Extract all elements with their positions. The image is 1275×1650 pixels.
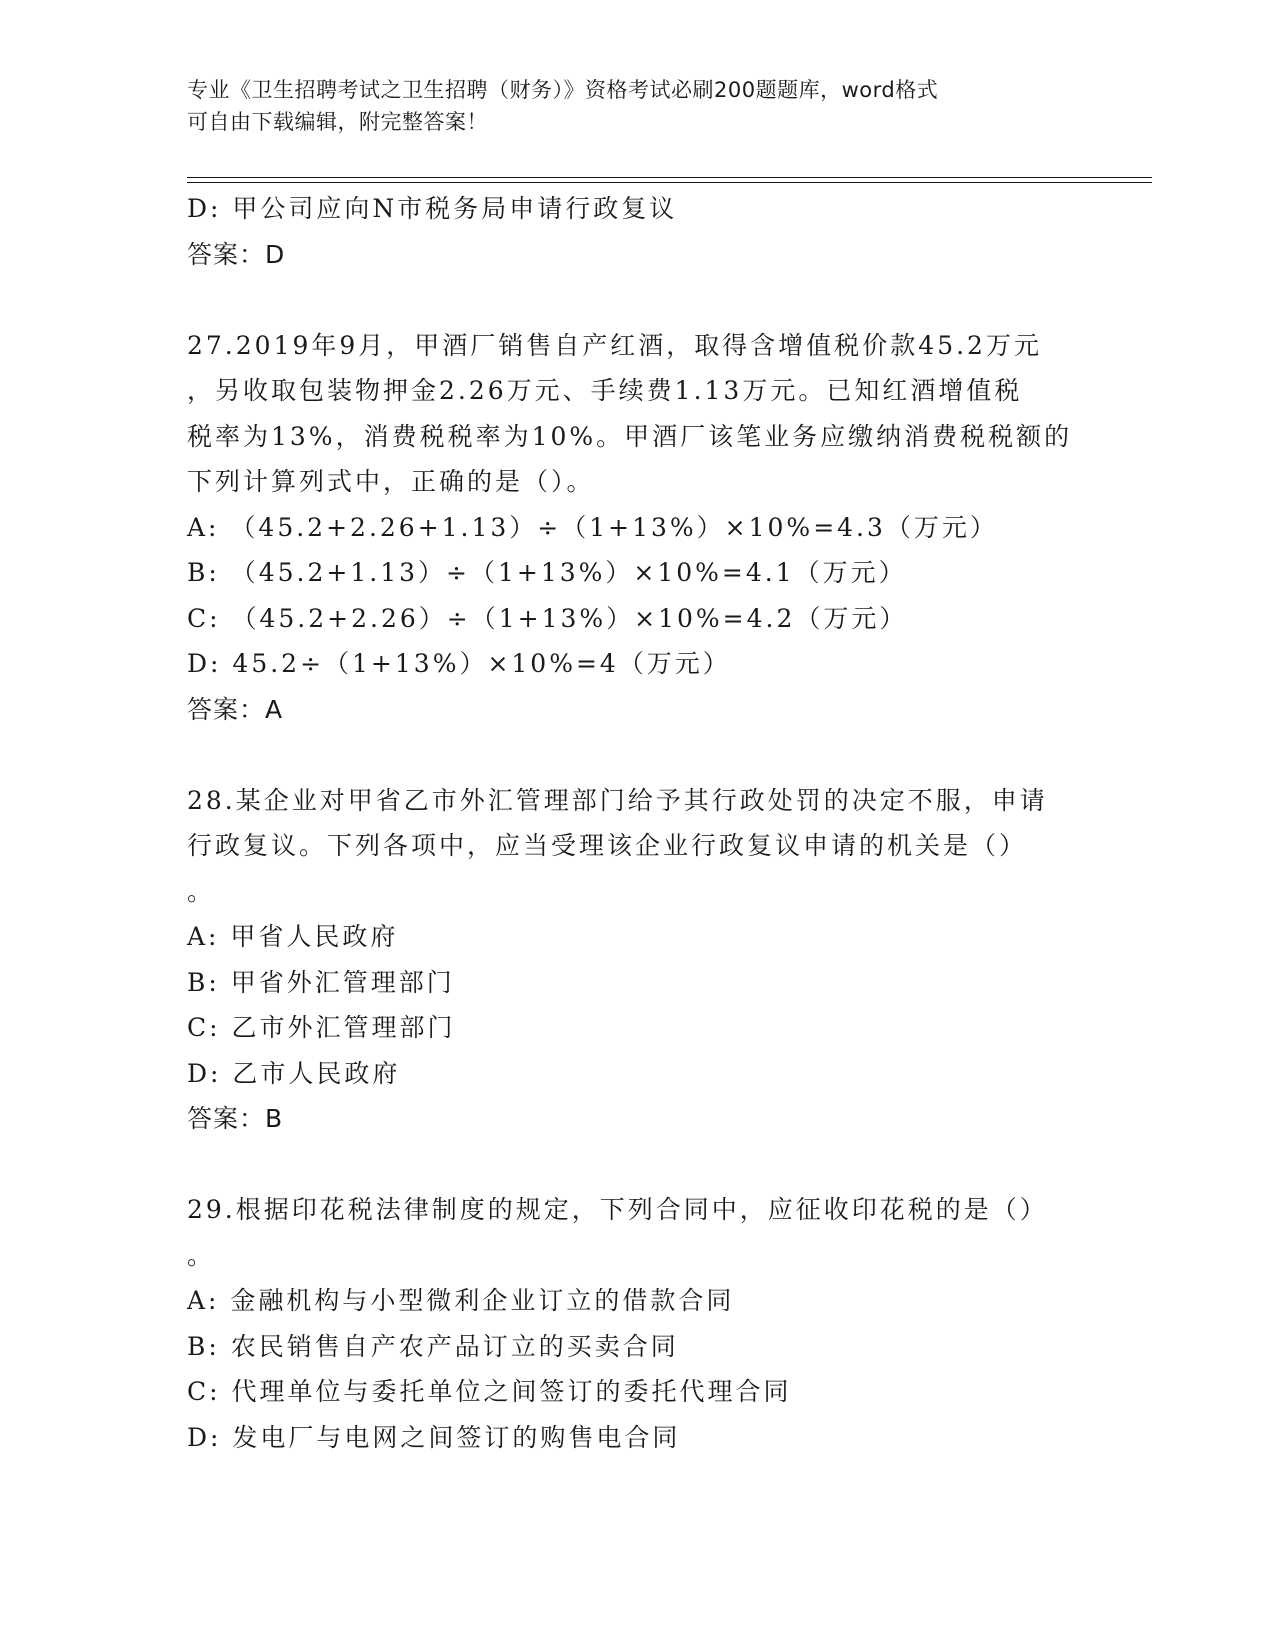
- answer-line: 答案：B: [187, 1104, 284, 1133]
- option-a: A: （45.2+2.26+1.13）÷（1+13%）×10%=4.3（万元）: [187, 512, 998, 542]
- answer-line: 答案：D: [187, 239, 286, 269]
- question-stem-line: 。: [187, 1240, 216, 1270]
- option-c: C: 代理单位与委托单位之间签订的委托代理合同: [187, 1377, 792, 1406]
- header-title-line-1: 专业《卫生招聘考试之卫生招聘（财务）》资格考试必刷200题题库，word格式: [187, 78, 939, 102]
- page-header: [187, 74, 1067, 138]
- question-stem-line: 税率为13%，消费税税率为10%。甲酒厂该笔业务应缴纳消费税税额的: [187, 421, 1073, 451]
- header-rule-top: [187, 177, 1152, 178]
- question-stem-line: ，另收取包装物押金2.26万元、手续费1.13万元。已知红酒增值税: [187, 376, 1023, 405]
- question-stem-line: 。: [187, 876, 216, 906]
- question-stem-line: 下列计算列式中，正确的是（）。: [187, 467, 595, 496]
- option-a: A: 金融机构与小型微利企业订立的借款合同: [187, 1286, 735, 1315]
- question-26-tail: [187, 186, 1077, 277]
- option-b: B: （45.2+1.13）÷（1+13%）×10%=4.1（万元）: [187, 558, 907, 587]
- header-title-line-2: 可自由下载编辑，附完整答案！: [187, 110, 488, 134]
- option-c: C: （45.2+2.26）÷（1+13%）×10%=4.2（万元）: [187, 603, 908, 633]
- question-stem-line: 28.某企业对甲省乙市外汇管理部门给予其行政处罚的决定不服，申请: [187, 785, 1048, 815]
- question-stem-line: 27.2019年9月，甲酒厂销售自产红酒，取得含增值税价款45.2万元: [187, 330, 1042, 360]
- spacer: [187, 1142, 1077, 1188]
- question-27: [187, 323, 1077, 733]
- option-b: B: 甲省外汇管理部门: [187, 967, 455, 997]
- answer-line: 答案：A: [187, 694, 284, 724]
- spacer: [187, 732, 1077, 778]
- option-b: B: 农民销售自产农产品订立的买卖合同: [187, 1331, 679, 1361]
- question-28: [187, 778, 1077, 1142]
- spacer: [187, 277, 1077, 323]
- option-d: D: 乙市人民政府: [187, 1058, 401, 1088]
- question-29: [187, 1187, 1077, 1460]
- document-body: [187, 186, 1077, 1460]
- option-d: D: 发电厂与电网之间签订的购售电合同: [187, 1422, 681, 1452]
- question-stem-line: 行政复议。下列各项中，应当受理该企业行政复议申请的机关是（）: [187, 831, 1028, 860]
- option-d: D: 45.2÷（1+13%）×10%=4（万元）: [187, 649, 731, 678]
- option-d: D: 甲公司应向N市税务局申请行政复议: [187, 194, 678, 223]
- option-c: C: 乙市外汇管理部门: [187, 1013, 456, 1042]
- question-stem-line: 29.根据印花税法律制度的规定，下列合同中，应征收印花税的是（）: [187, 1195, 1048, 1224]
- option-a: A: 甲省人民政府: [187, 922, 399, 951]
- header-rule-bottom: [187, 182, 1152, 183]
